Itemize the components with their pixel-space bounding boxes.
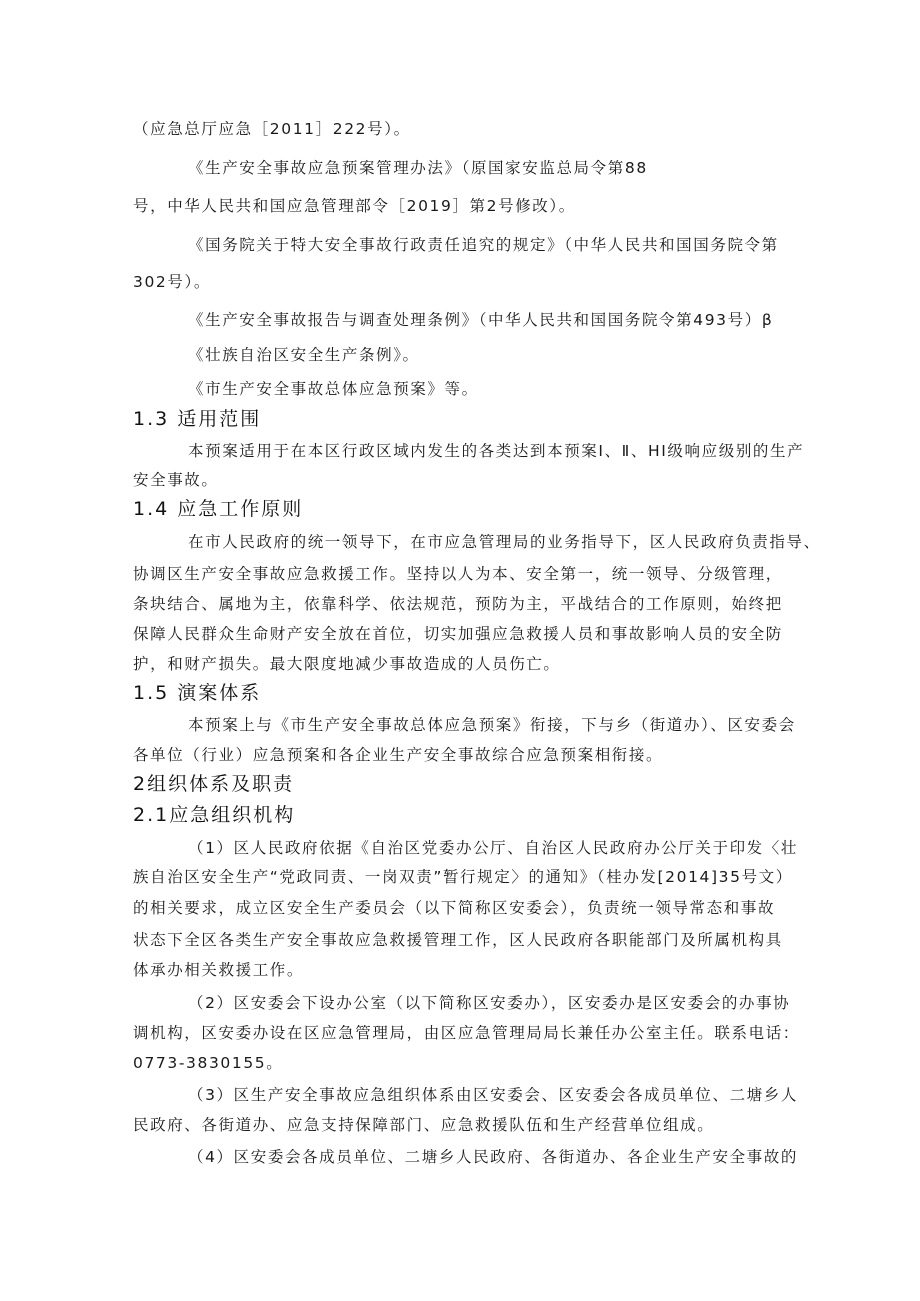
text-line: 本预案适用于在本区行政区域内发生的各类达到本预案I、Ⅱ、HI级响应级别的生产 [188, 442, 805, 460]
text-line: 协调区生产安全事故应急救援工作。坚持以人为本、安全第一，统一领导、分级管理， [133, 565, 783, 583]
text-line: 《生产安全事故报告与调查处理条例》（中华人民共和国国务院令第493号）β [188, 311, 774, 329]
text-line: （应急总厅应急［2011］222号）。 [133, 120, 411, 138]
text-line: 体承办相关救援工作。 [133, 961, 305, 979]
text-line: 本预案上与《市生产安全事故总体应急预案》衔接，下与乡（街道办）、区安委会 [188, 716, 796, 734]
text-line: 0773-3830155。 [133, 1054, 284, 1072]
text-line: 民政府、各街道办、应急支持保障部门、应急救援队伍和生产经营单位组成。 [133, 1116, 715, 1134]
text-line: 安全事故。 [133, 471, 219, 489]
text-line: 302号）。 [133, 273, 211, 291]
text-line: 护，和财产损失。最大限度地减少事故造成的人员伤亡。 [133, 655, 561, 673]
text-line: （4）区安委会各成员单位、二塘乡人民政府、各街道办、各企业生产安全事故的 [188, 1148, 798, 1166]
text-line: （1）区人民政府依据《自治区党委办公厅、自治区人民政府办公厅关于印发〈壮 [188, 839, 798, 857]
text-line: 《国务院关于特大安全事故行政责任追究的规定》（中华人民共和国国务院令第 [188, 236, 779, 254]
text-line: （3）区生产安全事故应急组织体系由区安委会、区安委会各成员单位、二塘乡人 [188, 1086, 798, 1104]
text-line: 条块结合、属地为主，依靠科学、依法规范，预防为主，平战结合的工作原则，始终把 [133, 595, 783, 613]
text-line: 族自治区安全生产“党政同责、一岗双责”暂行规定〉的通知》（桂办发[2014]35号文） [133, 868, 793, 886]
text-line: 状态下全区各类生产安全事故应急救援管理工作，区人民政府各职能部门及所属机构具 [133, 931, 783, 949]
text-line: 的相关要求，成立区安全生产委员会（以下简称区安委会），负责统一领导常态和事故 [133, 899, 776, 917]
text-line: 《市生产安全事故总体应急预案》等。 [188, 380, 479, 398]
text-line: （2）区安委会下设办公室（以下简称区安委办），区安委办是区安委会的办事协 [188, 994, 791, 1012]
section-heading: 1.5 演案体系 [133, 682, 262, 704]
text-line: 各单位（行业）应急预案和各企业生产安全事故综合应急预案相衔接。 [133, 746, 664, 764]
chapter-heading: 2组织体系及职责 [133, 773, 295, 795]
section-heading: 2.1应急组织机构 [133, 804, 296, 826]
text-line: 号，中华人民共和国应急管理部令［2019］第2号修改）。 [133, 197, 576, 215]
section-heading: 1.4 应急工作原则 [133, 498, 304, 520]
text-line: 在市人民政府的统一领导下，在市应急管理局的业务指导下，区人民政府负责指导、 [188, 533, 821, 551]
section-heading: 1.3 适用范围 [133, 408, 262, 430]
text-line: 《壮族自治区安全生产条例》。 [188, 346, 420, 364]
text-line: 保障人民群众生命财产安全放在首位，切实加强应急救援人员和事故影响人员的安全防 [133, 625, 783, 643]
text-line: 调机构，区安委办设在区应急管理局，由区应急管理局局长兼任办公室主任。联系电话： [133, 1024, 800, 1042]
text-line: 《生产安全事故应急预案管理办法》（原国家安监总局令第88 [188, 159, 648, 177]
